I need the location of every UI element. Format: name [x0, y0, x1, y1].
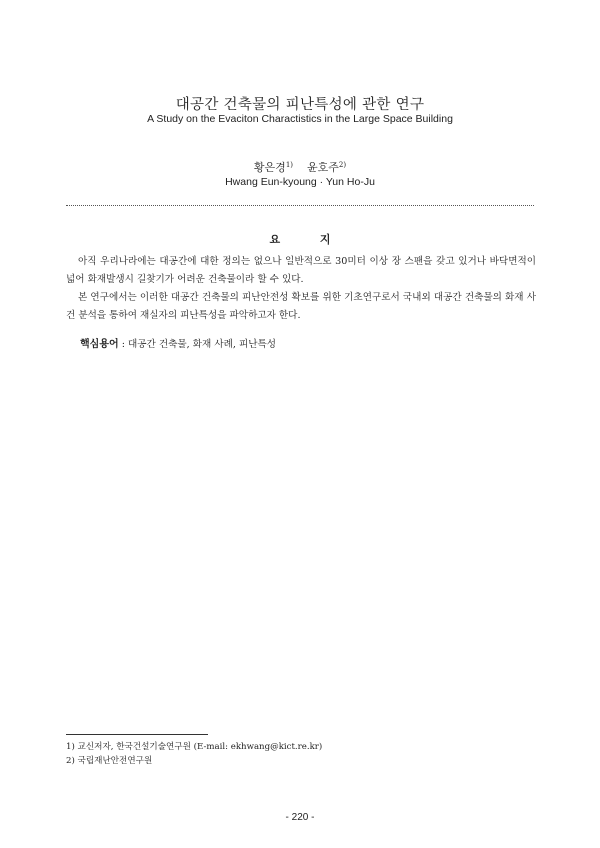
footnotes [66, 740, 536, 768]
keywords-text: 대공간 건축물, 화재 사례, 피난특성 [127, 339, 277, 350]
keywords [80, 335, 540, 350]
authors-korean [0, 159, 600, 175]
abstract-heading: 요 지 [269, 233, 349, 246]
dotted-separator [66, 205, 534, 206]
keywords-separator: : [118, 339, 128, 350]
author-footnote-mark: 1) [285, 161, 293, 169]
paper-title-korean: 대공간 건축물의 피난특성에 관한 연구 [175, 97, 425, 113]
author-name: 윤호주 [307, 161, 339, 174]
author-footnote-mark: 2) [338, 161, 347, 169]
keywords-label: 핵심용어 [80, 339, 119, 350]
footnote: 1) 교신저자, 한국건설기술연구원 (E-mail: ekhwang@kict.re.kr) [66, 742, 323, 752]
paper-title-english: A Study on the Evaciton Charactistics in the Large Space Building [147, 113, 453, 125]
page-number: - 220 - [285, 812, 315, 823]
abstract-body [66, 253, 536, 325]
abstract-paragraph: 본 연구에서는 이러한 대공간 건축물의 피난안전성 확보를 위한 기초연구로서 국내외 대공간 건축물의 화재 사건 분석을 통하여 재실자의 피난특성을 파악하고자 한다. [66, 292, 536, 321]
footnote: 2) 국립재난안전연구원 [66, 756, 153, 766]
author-name: 황은경 [253, 161, 286, 174]
footnote-rule [66, 734, 208, 735]
authors-english: Hwang Eun-kyoung · Yun Ho-Ju [225, 176, 375, 188]
abstract-paragraph: 아직 우리나라에는 대공간에 대한 정의는 없으나 일반적으로 30미터 이상 장 스팬을 갖고 있거나 바닥면적이 넓어 화재발생시 길찾기가 어려운 건축물이라 할 수 있다. [66, 256, 536, 285]
